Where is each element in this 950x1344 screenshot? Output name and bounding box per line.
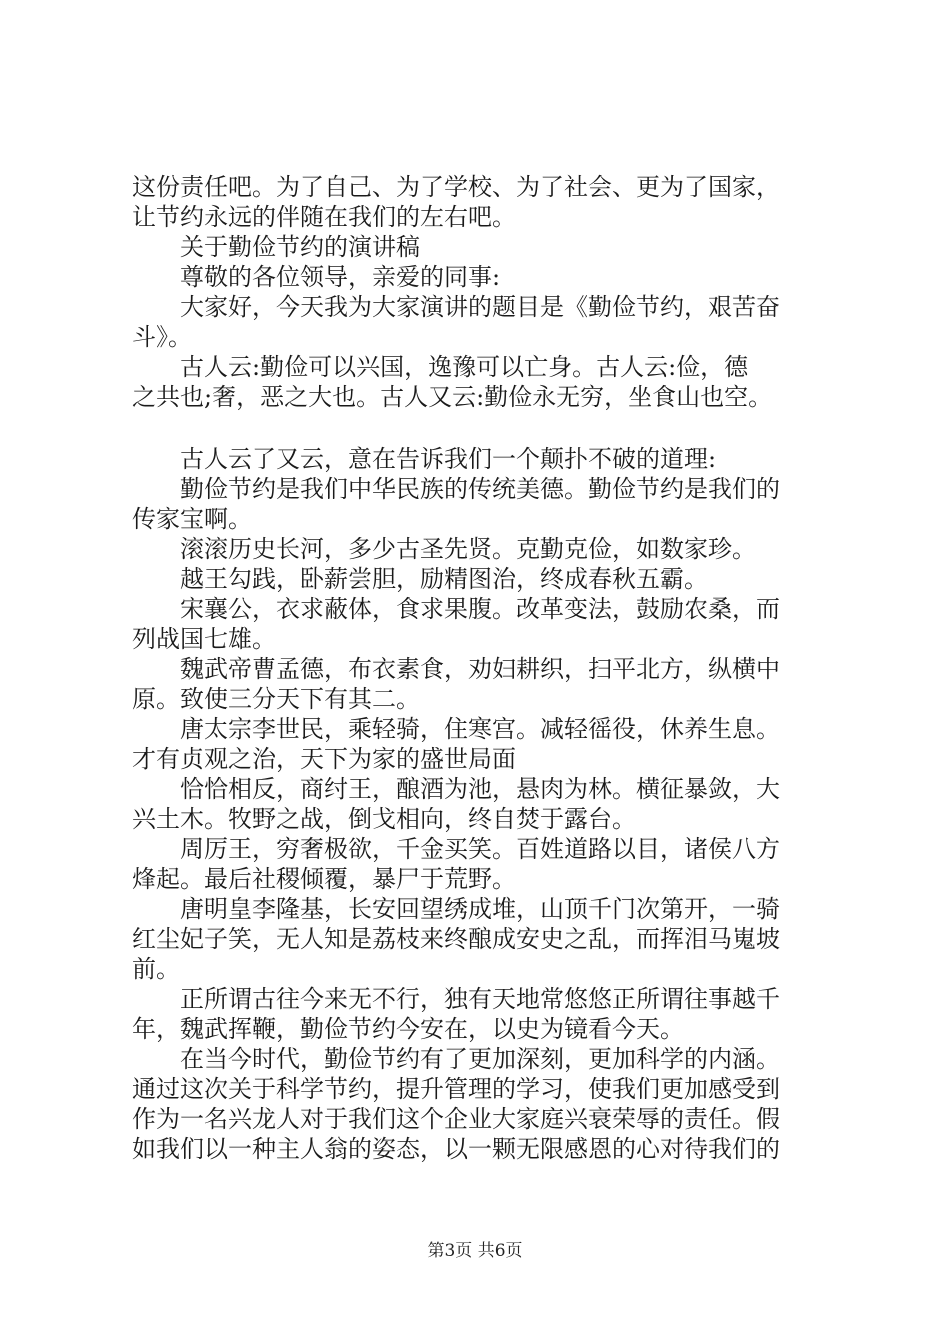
page-number-footer: 第3页 共6页: [427, 1241, 523, 1261]
paragraph-line: 通过这次关于科学节约，提升管理的学习，使我们更加感受到: [132, 1075, 780, 1103]
document-body: [132, 172, 832, 1164]
paragraph-line: 周厉王，穷奢极欲，千金买笑。百姓道路以目，诸侯八方: [180, 835, 780, 863]
paragraph-gap: [132, 412, 832, 444]
paragraph-line: 原。致使三分天下有其二。: [132, 685, 420, 713]
paragraph-line: 如我们以一种主人翁的姿态，以一颗无限感恩的心对待我们的: [132, 1135, 780, 1163]
paragraph-line: 勤俭节约是我们中华民族的传统美德。勤俭节约是我们的: [180, 475, 780, 503]
paragraph-line: 列战国七雄。: [132, 625, 276, 653]
paragraph-line: 宋襄公，衣求蔽体，食求果腹。改革变法，鼓励农桑，而: [180, 595, 780, 623]
paragraph-line: 作为一名兴龙人对于我们这个企业大家庭兴衰荣辱的责任。假: [132, 1105, 780, 1133]
paragraph-line: 滚滚历史长河，多少古圣先贤。克勤克俭，如数家珍。: [180, 535, 756, 563]
paragraph-line: 古人云了又云，意在告诉我们一个颠扑不破的道理:: [180, 445, 717, 473]
paragraph-line: 让节约永远的伴随在我们的左右吧。: [132, 203, 516, 231]
paragraph-line: 正所谓古往今来无不行，独有天地常悠悠正所谓往事越千: [180, 985, 780, 1013]
paragraph-line: 在当今时代，勤俭节约有了更加深刻，更加科学的内涵。: [180, 1045, 780, 1073]
paragraph-line: 之共也;奢，恶之大也。古人又云:勤俭永无穷，坐食山也空。: [132, 383, 773, 411]
paragraph-line: 越王勾践，卧薪尝胆，励精图治，终成春秋五霸。: [180, 565, 708, 593]
paragraph-line: 才有贞观之治，天下为家的盛世局面: [132, 745, 516, 773]
paragraph-line: 兴土木。牧野之战，倒戈相向，终自焚于露台。: [132, 805, 636, 833]
salutation: 尊敬的各位领导，亲爱的同事:: [180, 263, 501, 291]
paragraph-line: 唐明皇李隆基，长安回望绣成堆，山顶千门次第开，一骑: [180, 895, 780, 923]
paragraph-line: 红尘妃子笑，无人知是荔枝来终酿成安史之乱，而挥泪马嵬坡: [132, 925, 780, 953]
paragraph-line: 这份责任吧。为了自己、为了学校、为了社会、更为了国家，: [132, 173, 780, 201]
paragraph-line: 唐太宗李世民，乘轻骑，住寒宫。减轻徭役，休养生息。: [180, 715, 780, 743]
paragraph-line: 斗》。: [132, 323, 192, 351]
paragraph-line: 魏武帝曹孟德，布衣素食，劝妇耕织，扫平北方，纵横中: [180, 655, 780, 683]
paragraph-line: 恰恰相反，商纣王，酿酒为池，悬肉为林。横征暴敛，大: [180, 775, 780, 803]
paragraph-line: 年，魏武挥鞭，勤俭节约今安在，以史为镜看今天。: [132, 1015, 684, 1043]
paragraph-line: 大家好，今天我为大家演讲的题目是《勤俭节约，艰苦奋: [180, 293, 780, 321]
paragraph-line: 烽起。最后社稷倾覆，暴尸于荒野。: [132, 865, 516, 893]
paragraph-line: 古人云:勤俭可以兴国，逸豫可以亡身。古人云:俭，德: [180, 353, 749, 381]
paragraph-line: 传家宝啊。: [132, 505, 252, 533]
speech-title: 关于勤俭节约的演讲稿: [180, 233, 420, 261]
paragraph-line: 前。: [132, 955, 180, 983]
